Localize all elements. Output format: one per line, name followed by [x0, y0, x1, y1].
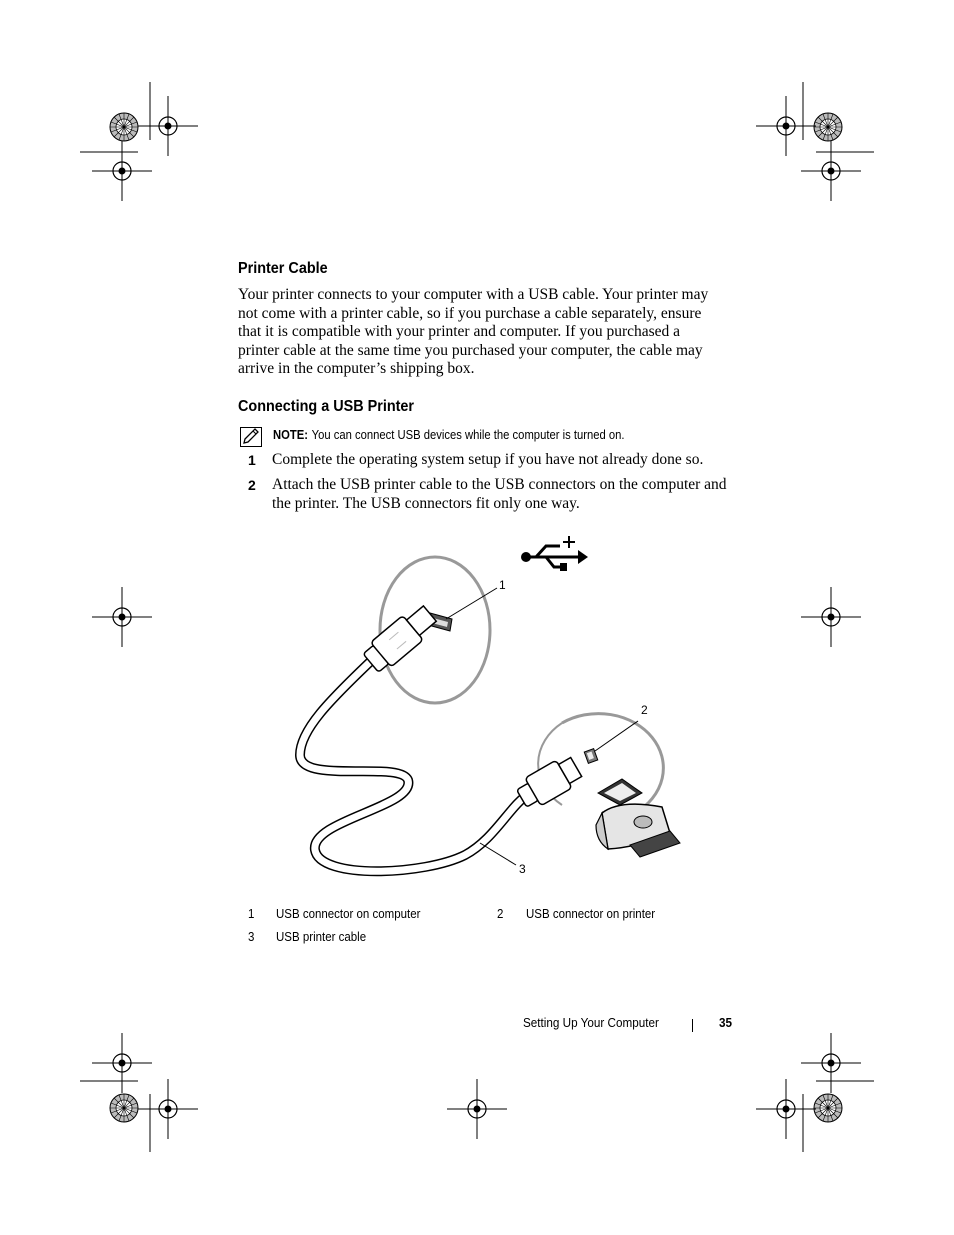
- legend-number: 2: [497, 907, 504, 921]
- section-paragraph: [238, 286, 738, 379]
- printer-icon: [596, 779, 680, 857]
- step-text: [272, 476, 742, 513]
- legend-label: USB connector on computer: [276, 907, 421, 921]
- paragraph-line: that it is compatible with your printer and computer. If you purchased a: [238, 323, 681, 341]
- legend-number: 3: [248, 930, 255, 944]
- paragraph-line: Your printer connects to your computer with a USB cable. Your printer may: [238, 286, 709, 303]
- paragraph-line: not come with a printer cable, so if you purchase a cable separately, ensure: [238, 304, 702, 322]
- note-text: [273, 428, 624, 442]
- callout-2: 2: [641, 703, 648, 717]
- step-number: 1: [248, 452, 256, 468]
- footer-section: Setting Up Your Computer: [523, 1015, 659, 1030]
- note-callout: [238, 426, 758, 448]
- step-line: Complete the operating system setup if you have not already done so.: [272, 451, 704, 468]
- note-body: You can connect USB devices while the computer is turned on.: [311, 428, 625, 442]
- usb-printer-illustration: [290, 535, 700, 885]
- paragraph-line: arrive in the computer’s shipping box.: [238, 360, 475, 378]
- section-title: Printer Cable: [238, 260, 328, 277]
- callout-1: 1: [499, 578, 506, 592]
- legend-label: USB printer cable: [276, 930, 367, 944]
- paragraph-line: printer cable at the same time you purchased your computer, the cable may: [238, 341, 703, 359]
- legend-label: USB connector on printer: [526, 907, 656, 921]
- page-number: 35: [719, 1015, 733, 1030]
- step-line: the printer. The USB connectors fit only one way.: [272, 494, 580, 512]
- step-number: 2: [248, 477, 256, 493]
- note-pencil-icon: [240, 427, 262, 447]
- legend-number: 1: [248, 907, 255, 921]
- callout-3: 3: [519, 862, 526, 876]
- step-line: Attach the USB printer cable to the USB connectors on the computer and: [272, 476, 727, 493]
- step-text: [272, 451, 742, 470]
- note-label: NOTE:: [273, 428, 309, 442]
- footer-separator: [692, 1019, 693, 1032]
- subsection-title: Connecting a USB Printer: [238, 398, 415, 415]
- usb-symbol-icon: [521, 536, 588, 571]
